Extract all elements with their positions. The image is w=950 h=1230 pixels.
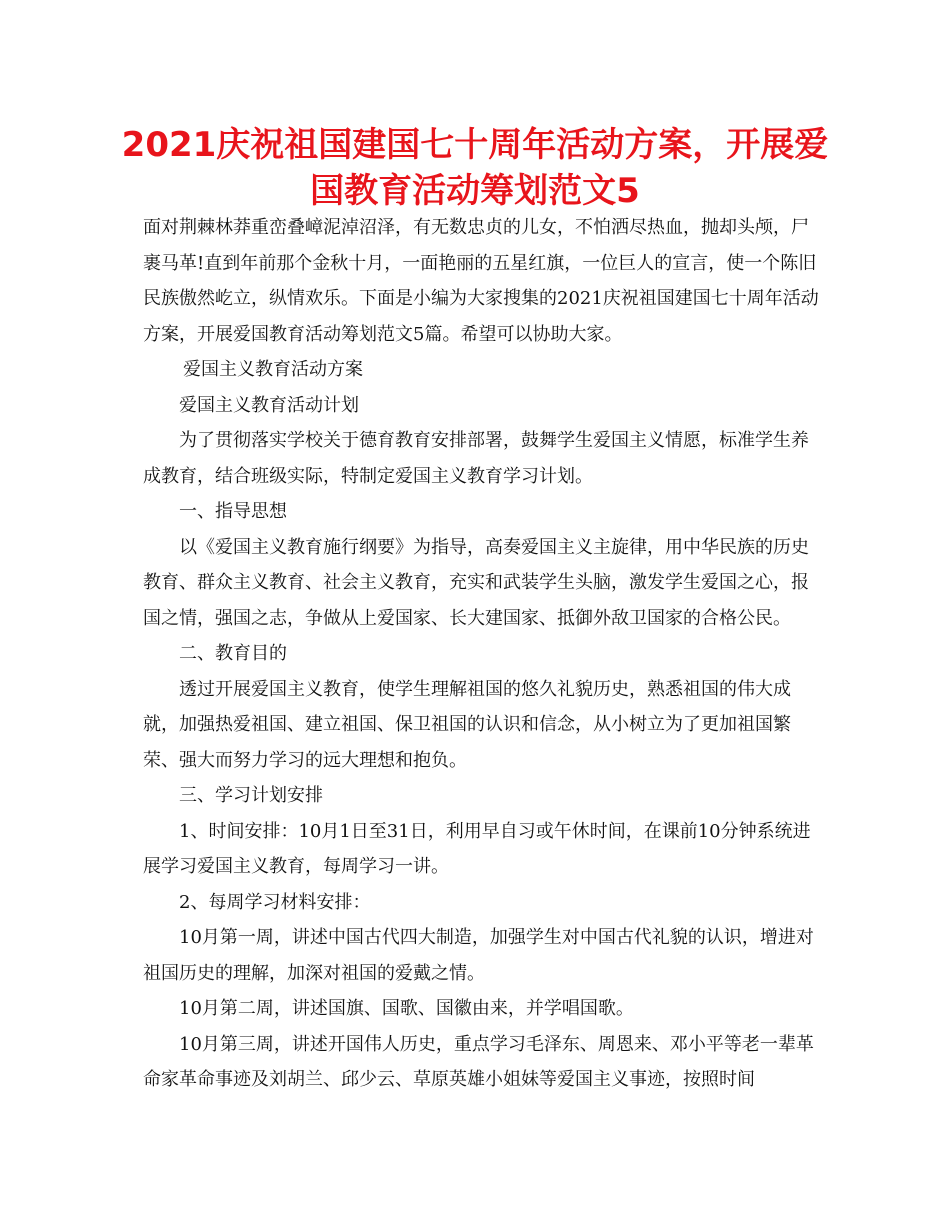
intro-section-heading: 爱国主义教育活动方案 <box>183 359 363 380</box>
document-body <box>143 210 823 1098</box>
paragraph-week-one: 10月第一周，讲述中国古代四大制造，加强学生对中国古代礼貌的认识，增进对祖国历史的理解，加深对祖国的爱戴之情。 <box>143 927 814 984</box>
paragraph-purpose: 为了贯彻落实学校关于德育教育安排部署，鼓舞学生爱国主义情愿，标准学生养成教育，结合班级实际，特制定爱国主义教育学习计划。 <box>143 430 809 487</box>
intro-text: 面对荆棘林莽重峦叠嶂泥淖沼泽，有无数忠贞的儿女，不怕洒尽热血，抛却头颅，尸裹马革!直到年前那个金秋十月，一面艳丽的五星红旗，一位巨人的宣言，使一个陈旧民族傲然屹立，纵情欢乐。下面是小编为大家搜集的2021庆祝祖国建国七十周年活动方案，开展爱国教育活动筹划范文5篇。希望可以协助大家。 <box>143 217 819 345</box>
document-title: 2021庆祝祖国建国七十周年活动方案，开展爱国教育活动筹划范文5 <box>121 125 829 211</box>
paragraph-time-schedule: 1、时间安排：10月1日至31日，利用早自习或午休时间，在课前10分钟系统进展学习爱国主义教育，每周学习一讲。 <box>143 820 811 877</box>
paragraph-week-two: 10月第二周，讲述国旗、国歌、国徽由来，并学唱国歌。 <box>179 998 634 1019</box>
paragraph-education-goal: 透过开展爱国主义教育，使学生理解祖国的悠久礼貌历史，熟悉祖国的伟大成就，加强热爱祖国、建立祖国、保卫祖国的认识和信念，从小树立为了更加祖国繁荣、强大而努力学习的远大理想和抱负。 <box>143 678 791 771</box>
paragraph-guiding-thought: 以《爱国主义教育施行纲要》为指导，高奏爱国主义主旋律，用中华民族的历史教育、群众主义教育、社会主义教育，充实和武装学生头脑，激发学生爱国之心，报国之情，强国之志，争做从上爱国家、长大建国家、抵御外敌卫国家的合格公民。 <box>143 536 809 629</box>
paragraph-plan-heading: 爱国主义教育活动计划 <box>179 394 359 416</box>
intro-paragraph <box>143 210 823 388</box>
section-heading-guiding-thought: 一、指导思想 <box>179 501 287 522</box>
paragraph-week-three: 10月第三周，讲述开国伟人历史，重点学习毛泽东、周恩来、邓小平等老一辈革命家革命事迹及刘胡兰、邱少云、草原英雄小姐妹等爱国主义事迹，按照时间 <box>143 1033 814 1090</box>
paragraph-weekly-materials-heading: 2、每周学习材料安排： <box>179 891 371 913</box>
section-heading-education-goal: 二、教育目的 <box>179 643 287 664</box>
section-heading-study-plan: 三、学习计划安排 <box>179 785 323 806</box>
